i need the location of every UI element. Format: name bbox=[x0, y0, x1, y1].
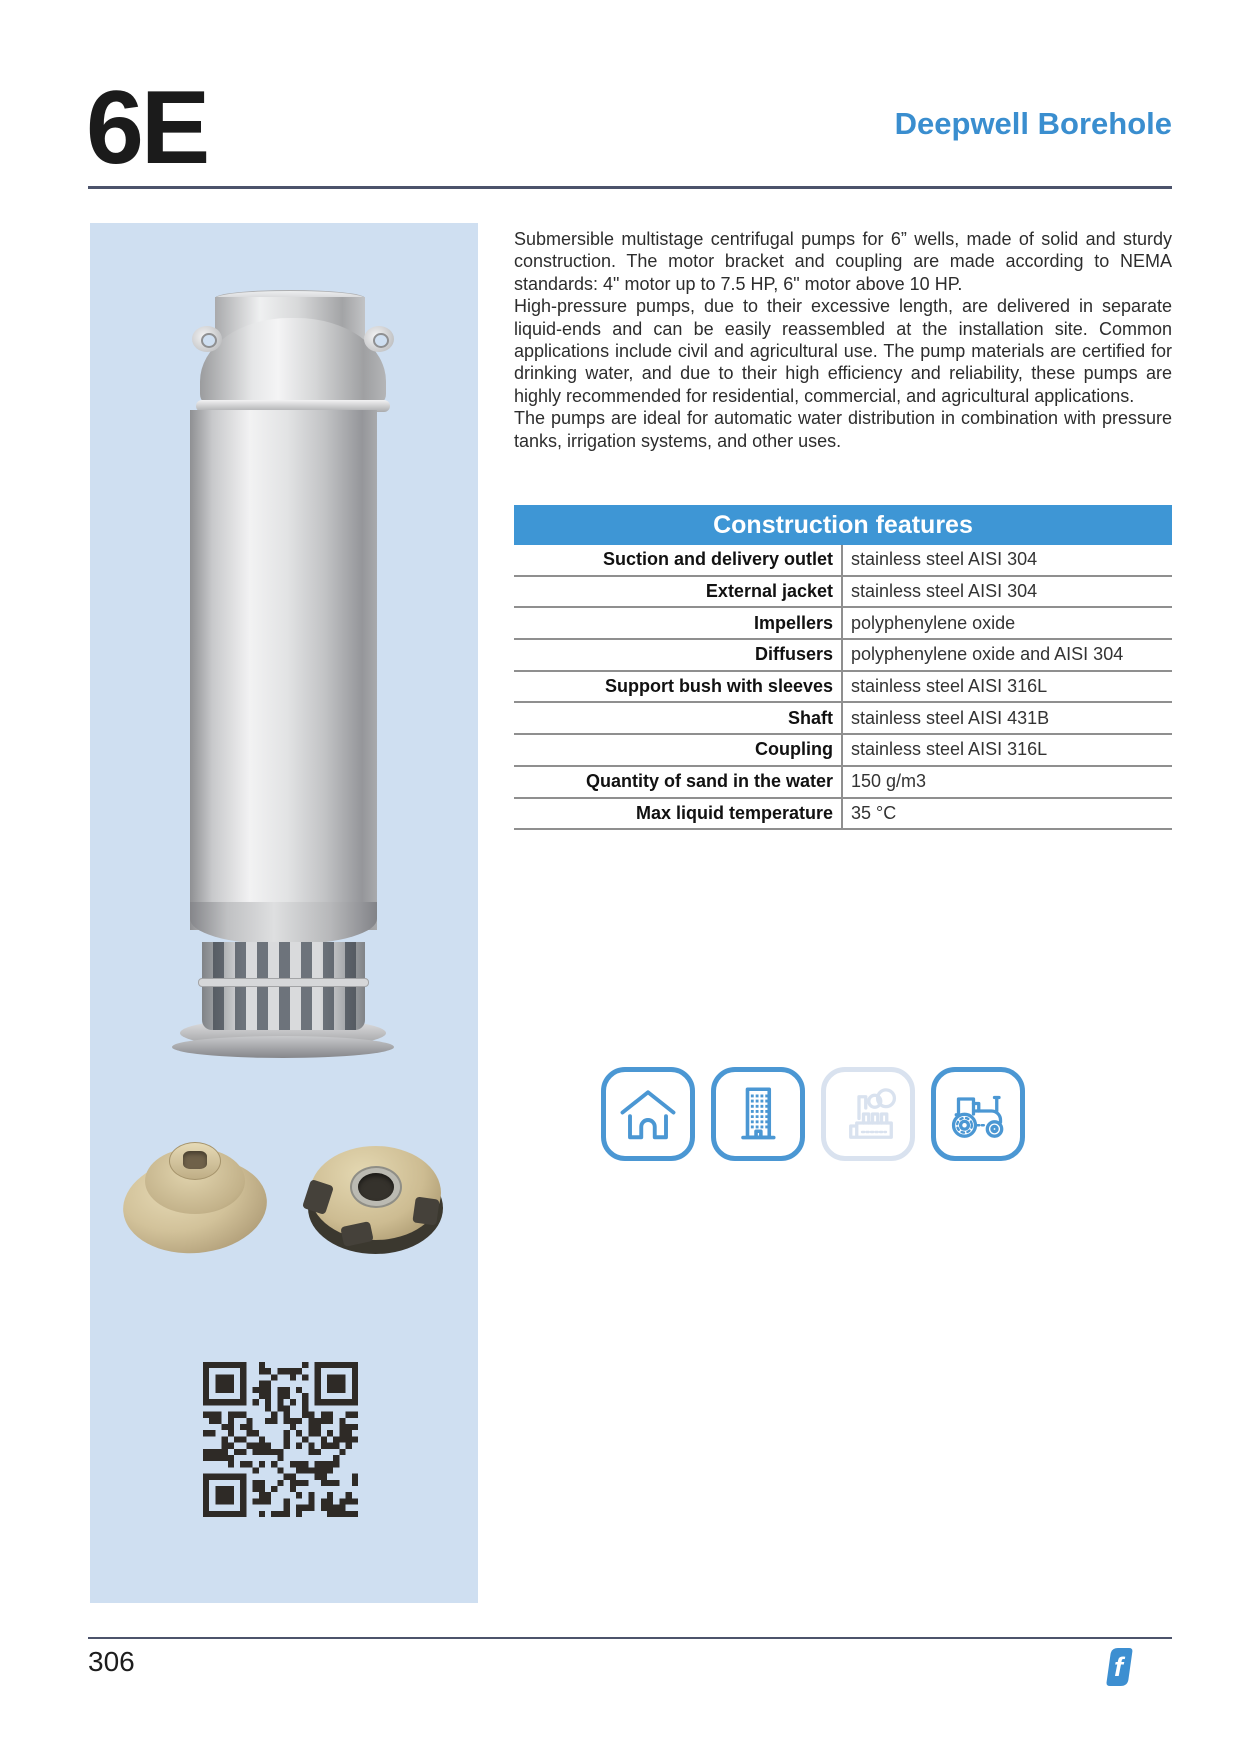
table-row bbox=[514, 799, 1172, 831]
row-value: stainless steel AISI 431B bbox=[841, 703, 1172, 733]
diffuser-center-hole bbox=[358, 1173, 394, 1201]
table-row bbox=[514, 735, 1172, 767]
pump-body bbox=[190, 410, 377, 930]
diffuser-vane bbox=[412, 1196, 439, 1225]
impeller-shaft-hole bbox=[183, 1151, 207, 1169]
row-value: 35 °C bbox=[841, 799, 1172, 829]
tractor-icon bbox=[942, 1078, 1014, 1150]
page-number: 306 bbox=[88, 1646, 135, 1677]
table-row bbox=[514, 672, 1172, 704]
table-row bbox=[514, 608, 1172, 640]
page-title-category: Deepwell Borehole bbox=[894, 106, 1172, 141]
row-label: Impellers bbox=[753, 612, 833, 633]
building-icon bbox=[722, 1078, 794, 1150]
row-label: External jacket bbox=[705, 581, 833, 602]
row-label: Diffusers bbox=[754, 644, 833, 665]
description-paragraph: Submersible multistage centrifugal pumps for 6” wells, made of solid and sturdy construction. The motor bracket and coupling are made according to NEMA standards: 4" motor up to 7.5 HP, 6" motor above 10 HP. bbox=[514, 229, 1172, 294]
row-value: stainless steel AISI 316L bbox=[841, 735, 1172, 765]
pump-lifting-eyelet-left bbox=[192, 326, 222, 352]
brand-logo bbox=[1106, 1648, 1133, 1686]
row-label: Coupling bbox=[755, 739, 833, 760]
application-industrial-badge bbox=[821, 1067, 915, 1161]
row-label: Support bush with sleeves bbox=[604, 676, 833, 697]
footer-rule bbox=[88, 1637, 1172, 1639]
product-description bbox=[514, 228, 1172, 452]
pump-lifting-eyelet-right bbox=[364, 326, 394, 352]
impeller-photo bbox=[123, 1140, 267, 1253]
row-value: polyphenylene oxide and AISI 304 bbox=[841, 640, 1172, 670]
row-value: stainless steel AISI 304 bbox=[841, 545, 1172, 575]
table-row bbox=[514, 577, 1172, 609]
row-label: Shaft bbox=[788, 707, 833, 728]
pump-strainer-ring bbox=[198, 978, 369, 987]
row-label: Quantity of sand in the water bbox=[585, 771, 833, 792]
table-row bbox=[514, 640, 1172, 672]
application-commercial-badge bbox=[711, 1067, 805, 1161]
diffuser-photo bbox=[308, 1140, 443, 1257]
row-label: Max liquid temperature bbox=[635, 802, 833, 823]
table-row bbox=[514, 703, 1172, 735]
qr-code bbox=[203, 1362, 358, 1517]
page-title-model: 6E bbox=[86, 70, 208, 186]
logo-letter: f bbox=[1114, 1652, 1123, 1682]
description-paragraph: High-pressure pumps, due to their excessive length, are delivered in separate liquid-ends and can be easily reassembled at the installation site. Common applications include civil and agricultural use. The pump materials are certified for drinking water, and due to their high efficiency and reliability, these pumps are highly recommended for residential, commercial, and agricultural applications. bbox=[514, 296, 1172, 406]
pump-base-flange bbox=[172, 1036, 394, 1058]
table-row bbox=[514, 545, 1172, 577]
description-paragraph: The pumps are ideal for automatic water distribution in combination with pressure tanks, irrigation systems, and other uses. bbox=[514, 408, 1172, 451]
row-value: stainless steel AISI 304 bbox=[841, 577, 1172, 607]
application-agricultural-badge bbox=[931, 1067, 1025, 1161]
house-icon bbox=[612, 1078, 684, 1150]
row-value: stainless steel AISI 316L bbox=[841, 672, 1172, 702]
row-value: polyphenylene oxide bbox=[841, 608, 1172, 638]
row-value: 150 g/m3 bbox=[841, 767, 1172, 797]
application-civil-badge bbox=[601, 1067, 695, 1161]
header-rule bbox=[88, 186, 1172, 189]
row-label: Suction and delivery outlet bbox=[602, 549, 833, 570]
construction-features-table bbox=[514, 505, 1172, 830]
table-title: Construction features bbox=[514, 505, 1172, 545]
table-row bbox=[514, 767, 1172, 799]
factory-icon bbox=[832, 1078, 904, 1150]
